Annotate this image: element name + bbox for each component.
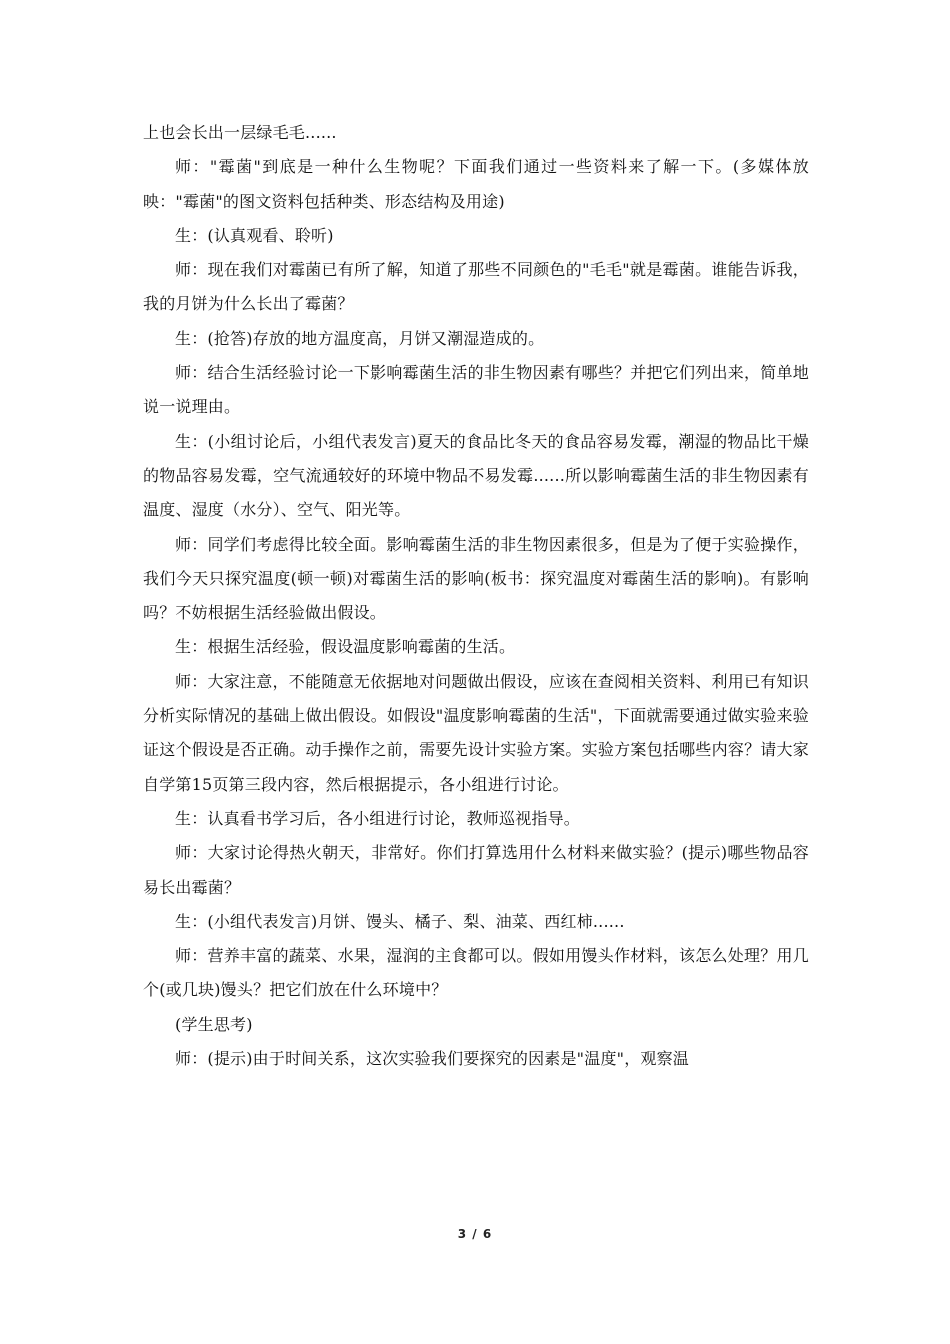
paragraph: 师：结合生活经验讨论一下影响霉菌生活的非生物因素有哪些？并把它们列出来，简单地说一说理由。 [143, 363, 809, 417]
paragraph: 师：现在我们对霉菌已有所了解，知道了那些不同颜色的"毛毛"就是霉菌。谁能告诉我，我的月饼为什么长出了霉菌？ [143, 260, 809, 314]
paragraph: 生：(认真观看、聆听) [175, 225, 334, 245]
paragraph: 师：大家注意，不能随意无依据地对问题做出假设，应该在查阅相关资料、利用已有知识分析实际情况的基础上做出假设。如假设"温度影响霉菌的生活"，下面就需要通过做实验来验证这个假设是否正确。动手操作之前，需要先设计实验方案。实验方案包括哪些内容？请大家自学第15页第三段内容，然后根据提示，各小组进行讨论。 [143, 671, 809, 794]
paragraph: 师：大家讨论得热火朝天，非常好。你们打算选用什么材料来做实验？(提示)哪些物品容易长出霉菌？ [143, 843, 809, 897]
paragraph: 师：(提示)由于时间关系，这次实验我们要探究的因素是"温度"，观察温 [175, 1049, 690, 1069]
paragraph: 生：(小组讨论后，小组代表发言)夏天的食品比冬天的食品容易发霉，潮湿的物品比干燥的物品容易发霉，空气流通较好的环境中物品不易发霉......所以影响霉菌生活的非生物因素有温度、湿度（水分）、空气、阳光等。 [143, 431, 809, 520]
paragraph: 师：营养丰富的蔬菜、水果，湿润的主食都可以。假如用馒头作材料，该怎么处理？用几个(或几块)馒头？把它们放在什么环境中？ [143, 946, 809, 1000]
paragraph: 师：同学们考虑得比较全面。影响霉菌生活的非生物因素很多，但是为了便于实验操作，我们今天只探究温度(顿一顿)对霉菌生活的影响(板书：探究温度对霉菌生活的影响)。有影响吗？不妨根据生活经验做出假设。 [143, 534, 809, 623]
paragraph: 生：认真看书学习后，各小组进行讨论，教师巡视指导。 [175, 808, 581, 828]
paragraph: 生：根据生活经验，假设温度影响霉菌的生活。 [175, 637, 516, 657]
page-number: 3 / 6 [457, 1227, 493, 1241]
paragraph: 生：(抢答)存放的地方温度高，月饼又潮湿造成的。 [175, 328, 545, 348]
paragraph: 上也会长出一层绿毛毛...... [143, 123, 337, 142]
paragraph: 师："霉菌"到底是一种什么生物呢？下面我们通过一些资料来了解一下。(多媒体放映："霉菌"的图文资料包括种类、形态结构及用途) [143, 157, 809, 211]
paragraph: (学生思考) [175, 1014, 253, 1034]
document-body [143, 116, 809, 1076]
paragraph: 生：(小组代表发言)月饼、馒头、橘子、梨、油菜、西红柿...... [175, 911, 625, 931]
